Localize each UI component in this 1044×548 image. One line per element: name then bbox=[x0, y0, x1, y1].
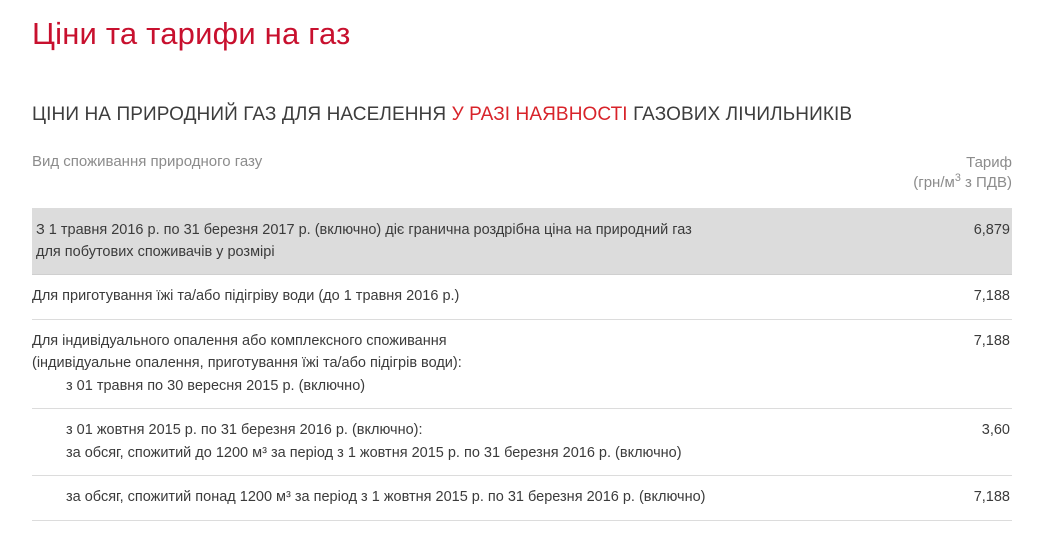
table-body bbox=[32, 208, 1012, 520]
section-heading bbox=[32, 52, 1012, 126]
tariff-table bbox=[32, 142, 1012, 521]
tariff-unit-prefix: (грн/м bbox=[913, 174, 955, 192]
row-description bbox=[32, 319, 852, 408]
page-title: Ціни та тарифи на газ bbox=[32, 16, 351, 51]
row-line-1: Для приготування їжі та/або підігріву води (до 1 травня 2016 р.) bbox=[32, 288, 460, 305]
table-header-row bbox=[32, 142, 1012, 208]
table-row bbox=[32, 476, 1012, 520]
tariff-unit-suffix: з ПДВ) bbox=[960, 174, 1012, 192]
row-tariff-value: 6,879 bbox=[852, 208, 1012, 275]
tariff-unit-exponent: 3 bbox=[954, 172, 961, 185]
row-description bbox=[32, 275, 852, 319]
row-line-3: з 01 травня по 30 вересня 2015 р. (включно) bbox=[66, 377, 366, 394]
row-line-2: за обсяг, спожитий до 1200 м³ за період з 1 жовтня 2015 р. по 31 березня 2016 р. (включно) bbox=[66, 444, 682, 461]
row-tariff-value: 7,188 bbox=[852, 319, 1012, 408]
table-row bbox=[32, 409, 1012, 476]
column-header-description: Вид споживання природного газу bbox=[32, 142, 852, 208]
row-line-2: для побутових споживачів у розмірі bbox=[36, 243, 275, 260]
table-row bbox=[32, 275, 1012, 319]
row-line-1: З 1 травня 2016 р. по 31 березня 2017 р. (включно) діє гранична роздрібна ціна на природний газ bbox=[36, 221, 692, 238]
row-description bbox=[32, 409, 852, 476]
section-heading-part1: ЦІНИ НА ПРИРОДНИЙ ГАЗ ДЛЯ НАСЕЛЕННЯ bbox=[32, 104, 452, 125]
row-tariff-value: 7,188 bbox=[852, 275, 1012, 319]
table-row bbox=[32, 208, 1012, 275]
row-description bbox=[32, 476, 852, 520]
row-line-1: з 01 жовтня 2015 р. по 31 березня 2016 р. (включно): bbox=[66, 422, 423, 439]
row-line-1: Для індивідуального опалення або комплексного споживання bbox=[32, 332, 447, 349]
section-heading-part2: ГАЗОВИХ ЛІЧИЛЬНИКІВ bbox=[627, 104, 853, 125]
row-line-2: (індивідуальне опалення, приготування їжі та/або підігрів води): bbox=[32, 355, 462, 372]
section-heading-highlight: У РАЗІ НАЯВНОСТІ bbox=[451, 104, 628, 125]
row-line-2: за обсяг, спожитий понад 1200 м³ за період з 1 жовтня 2015 р. по 31 березня 2016 р. (включно) bbox=[66, 489, 706, 506]
tariff-header-line2 bbox=[913, 174, 1012, 191]
table-row bbox=[32, 319, 1012, 408]
column-header-tariff bbox=[852, 142, 1012, 208]
row-description bbox=[32, 208, 852, 275]
row-tariff-value: 3,60 bbox=[852, 409, 1012, 476]
tariff-header-line1: Тариф bbox=[966, 154, 1012, 171]
table-header bbox=[32, 142, 1012, 208]
row-tariff-value: 7,188 bbox=[852, 476, 1012, 520]
